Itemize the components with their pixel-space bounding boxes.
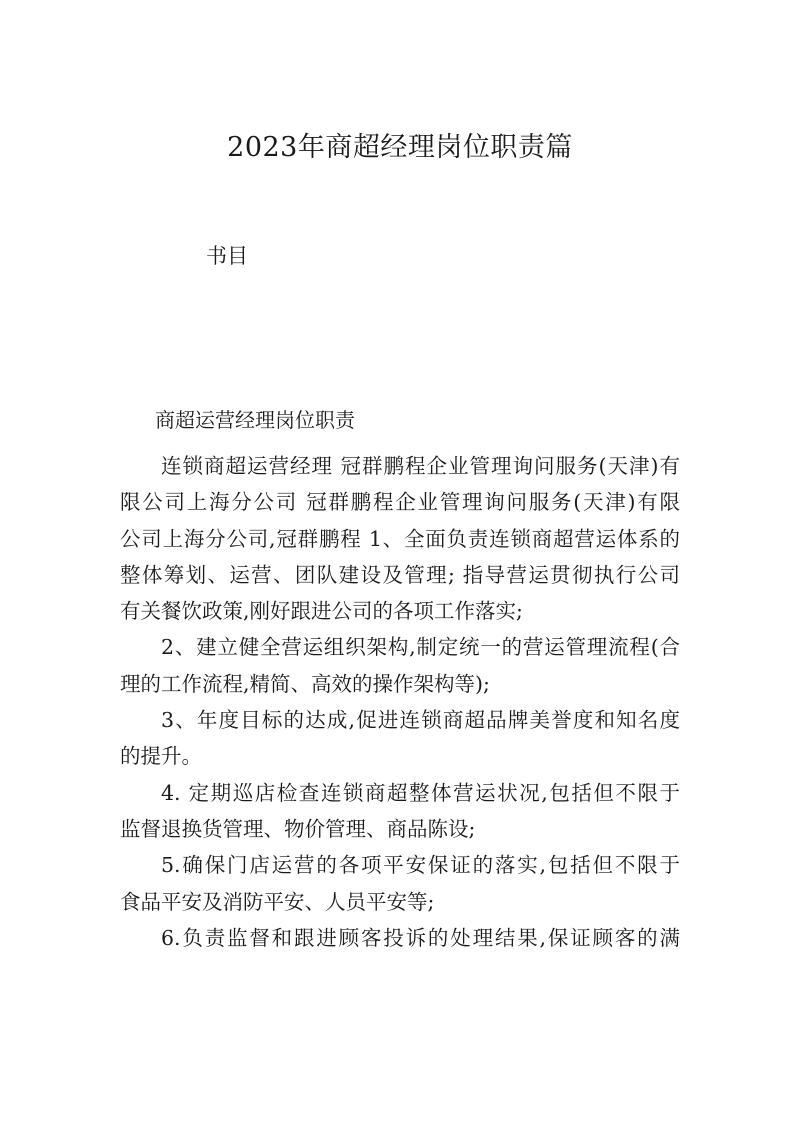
body-line: 食品平安及消防平安、人员平安等; [120,889,435,914]
body-line: 理的工作流程,精简、高效的操作架构等); [120,671,490,696]
body-line: 限公司上海分公司 冠群鹏程企业管理询问服务(天津)有限 [120,490,680,515]
body-line: 有关餐饮政策,刚好跟进公司的各项工作落实; [120,599,523,624]
body-line: 2、建立健全营运组织架构,制定统一的营运管理流程(合 [161,635,680,660]
body-line: 5.确保门店运营的各项平安保证的落实,包括但不限于 [161,853,680,878]
body-line: 公司上海分公司,冠群鹏程 1、全面负责连锁商超营运体系的 [120,526,680,551]
body-line: 监督退换货管理、物价管理、商品陈设; [120,816,476,841]
body-line: 3、年度目标的达成,促进连锁商超品牌美誉度和知名度 [161,708,680,733]
section-heading: 商超运营经理岗位职责 [155,408,355,432]
body-line: 整体筹划、运营、团队建设及管理; 指导营运贯彻执行公司 [120,562,680,587]
toc-label: 书目 [206,244,248,268]
body-text [120,448,680,956]
body-line: 的提升。 [120,744,202,769]
body-line: 6.负责监督和跟进顾客投诉的处理结果,保证顾客的满 [161,925,680,950]
body-line: 连锁商超运营经理 冠群鹏程企业管理询问服务(天津)有 [161,454,680,478]
body-line: 4. 定期巡店检查连锁商超整体营运状况,包括但不限于 [161,780,680,805]
document-title: 2023年商超经理岗位职责篇 [227,132,573,163]
